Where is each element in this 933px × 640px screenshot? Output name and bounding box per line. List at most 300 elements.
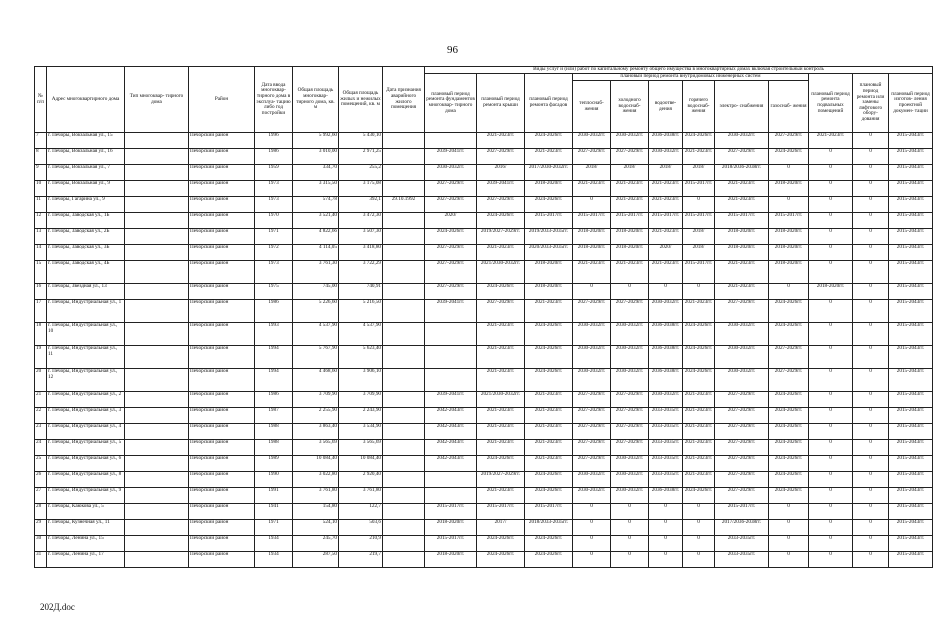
cell-elec: 2030-2032гг. xyxy=(715,346,769,369)
cell-heat: 2018-2020гг. xyxy=(573,245,611,261)
cell-elec: 2018-2020гг. xyxy=(715,229,769,245)
header-year: Дата ввода многоквар- тирного дома в эксплуа- тацию либо год постройки xyxy=(255,67,293,133)
cell-cold: 2030-2032гг. xyxy=(611,346,649,369)
cell-foundation: 2042-2043гг. xyxy=(425,440,477,456)
cell-living: 3 565,69 xyxy=(339,440,383,456)
cell-district: Печорский район xyxy=(189,424,255,440)
cell-heat: 0 xyxy=(573,197,611,213)
capital-repair-table xyxy=(34,66,933,568)
cell-sewer: 0 xyxy=(649,284,683,300)
cell-elevator: 0 xyxy=(853,197,889,213)
table-row xyxy=(35,346,933,369)
cell-gas: 2024-2026гг. xyxy=(769,456,809,472)
table-row xyxy=(35,133,933,149)
cell-roof: 2021-2023гг. xyxy=(477,245,525,261)
cell-heat: 0 xyxy=(573,520,611,536)
cell-emerg xyxy=(383,536,425,552)
cell-elec: 2015-2017гг. xyxy=(715,504,769,520)
header-facade: плановый период ремонта фасадов xyxy=(525,74,573,133)
cell-foundation: 2030-2032гг. xyxy=(425,165,477,181)
cell-emerg xyxy=(383,346,425,369)
cell-elevator: 0 xyxy=(853,165,889,181)
cell-elevator: 0 xyxy=(853,488,889,504)
header-main-group: Виды услуг и (или) работ по капитальному ремонту общего имущества в многоквартирных домах включая строительный контроль xyxy=(425,67,933,74)
cell-emerg xyxy=(383,488,425,504)
cell-hot: 0 xyxy=(683,284,715,300)
cell-sewer: 2021-2023гг. xyxy=(649,197,683,213)
cell-year: 1990 xyxy=(255,472,293,488)
cell-sewer: 2021-2023гг. xyxy=(649,261,683,284)
cell-docs: 2015-2043гг. xyxy=(889,440,933,456)
cell-basement: 0 xyxy=(809,369,853,392)
cell-type xyxy=(125,197,189,213)
cell-elevator: 0 xyxy=(853,149,889,165)
cell-district: Печорский район xyxy=(189,261,255,284)
cell-sewer: 2021-2023гг. xyxy=(649,229,683,245)
cell-roof: 2021/2030-2032гг. xyxy=(477,261,525,284)
cell-no: 19 xyxy=(35,346,47,369)
cell-gas: 2024-2026гг. xyxy=(769,323,809,346)
cell-year: 1959 xyxy=(255,165,293,181)
cell-no: 21 xyxy=(35,392,47,408)
cell-elec: 2015-2017гг. xyxy=(715,213,769,229)
cell-no: 11 xyxy=(35,197,47,213)
cell-total: 4 822,66 xyxy=(293,229,339,245)
cell-total: 745,00 xyxy=(293,284,339,300)
table-row xyxy=(35,284,933,300)
header-heat: теплоснаб- жения xyxy=(573,81,611,133)
cell-elevator: 0 xyxy=(853,552,889,568)
cell-heat: 0 xyxy=(573,284,611,300)
cell-district: Печорский район xyxy=(189,300,255,323)
cell-roof: 2015-2017гг. xyxy=(477,504,525,520)
cell-district: Печорский район xyxy=(189,552,255,568)
cell-foundation xyxy=(425,472,477,488)
cell-basement: 0 xyxy=(809,472,853,488)
cell-year: 1973 xyxy=(255,181,293,197)
cell-year: 1989 xyxy=(255,456,293,472)
cell-basement: 0 xyxy=(809,165,853,181)
cell-no: 25 xyxy=(35,456,47,472)
cell-elevator: 0 xyxy=(853,284,889,300)
cell-address: г. Печоры, Индустриальная ул., 11 xyxy=(47,346,125,369)
cell-elevator: 0 xyxy=(853,261,889,284)
cell-roof: 2024-2026гг. xyxy=(477,552,525,568)
cell-heat: 2030-2032гг. xyxy=(573,472,611,488)
cell-district: Печорский район xyxy=(189,536,255,552)
cell-sewer: 2033-2035гг. xyxy=(649,456,683,472)
cell-docs: 2015-2043гг. xyxy=(889,300,933,323)
header-address: Адрес многоквартирного дома xyxy=(47,67,125,133)
cell-living: 4 537,90 xyxy=(339,323,383,346)
cell-total: 3 521,40 xyxy=(293,213,339,229)
cell-year: 1991 xyxy=(255,488,293,504)
cell-gas: 0 xyxy=(769,284,809,300)
cell-elec: 2021-2023гг. xyxy=(715,261,769,284)
cell-no: 9 xyxy=(35,165,47,181)
cell-elevator: 0 xyxy=(853,424,889,440)
cell-facade: 2015-2017гг. xyxy=(525,213,573,229)
cell-docs: 2015-2043гг. xyxy=(889,369,933,392)
cell-living: 3 906,10 xyxy=(339,369,383,392)
cell-district: Печорский район xyxy=(189,488,255,504)
cell-emerg xyxy=(383,181,425,197)
table-row xyxy=(35,300,933,323)
cell-address: г. Печоры, Ленина ул., 17 xyxy=(47,552,125,568)
cell-basement: 0 xyxy=(809,520,853,536)
cell-hot: 2021-2023гг. xyxy=(683,300,715,323)
cell-docs: 2015-2043гг. xyxy=(889,346,933,369)
cell-living: 219,7 xyxy=(339,552,383,568)
cell-docs: 2015-2043гг. xyxy=(889,181,933,197)
cell-heat: 2030-2032гг. xyxy=(573,346,611,369)
cell-district: Печорский район xyxy=(189,440,255,456)
cell-docs: 2015-2043гг. xyxy=(889,520,933,536)
cell-gas: 2024-2026гг. xyxy=(769,424,809,440)
cell-type xyxy=(125,456,189,472)
cell-total: 3 022,80 xyxy=(293,472,339,488)
cell-basement: 0 xyxy=(809,323,853,346)
cell-basement: 2018-2020гг. xyxy=(809,284,853,300)
cell-facade: 2024-2026гг. xyxy=(525,133,573,149)
cell-year: 1993 xyxy=(255,323,293,346)
cell-heat: 2021-2023гг. xyxy=(573,261,611,284)
cell-living: 210,9 xyxy=(339,536,383,552)
cell-gas: 2027-2029гг. xyxy=(769,133,809,149)
cell-foundation: 2039-2041гг. xyxy=(425,392,477,408)
cell-roof: 2027-2029гг. xyxy=(477,300,525,323)
cell-sewer: 0 xyxy=(649,536,683,552)
cell-address: г. Печоры, Заводская ул., 4Б xyxy=(47,261,125,284)
cell-elevator: 0 xyxy=(853,408,889,424)
cell-docs: 2015-2043гг. xyxy=(889,323,933,346)
cell-living: 3 418,80 xyxy=(339,245,383,261)
cell-gas: 2024-2026гг. xyxy=(769,300,809,323)
header-elevator: плановый период ремонта или замены лифтового обору- дования xyxy=(853,74,889,133)
cell-address: г. Печоры, Заводская ул., 2Б xyxy=(47,229,125,245)
cell-heat: 2027-2029гг. xyxy=(573,440,611,456)
header-foundation: плановый период ремонта фундаментов многоквар- тирного дома xyxy=(425,74,477,133)
header-total-area: Общая площадь многоквар- тирного дома, кв. м xyxy=(293,67,339,133)
cell-basement: 0 xyxy=(809,346,853,369)
cell-year: 1971 xyxy=(255,520,293,536)
cell-total: 3 863,40 xyxy=(293,424,339,440)
cell-docs: 2015-2043гг. xyxy=(889,488,933,504)
cell-hot: 2018/ xyxy=(683,165,715,181)
cell-gas: 0 xyxy=(769,197,809,213)
table-row xyxy=(35,261,933,284)
cell-gas: 0 xyxy=(769,536,809,552)
cell-elevator: 0 xyxy=(853,181,889,197)
cell-roof: 2021-2023гг. xyxy=(477,323,525,346)
cell-no: 22 xyxy=(35,408,47,424)
cell-cold: 0 xyxy=(611,504,649,520)
cell-address: г. Печоры, Гагарина ул., 9 xyxy=(47,197,125,213)
cell-elevator: 0 xyxy=(853,392,889,408)
cell-foundation: 2015-2017гг. xyxy=(425,536,477,552)
cell-type xyxy=(125,440,189,456)
table-row xyxy=(35,213,933,229)
cell-total: 5 767,90 xyxy=(293,346,339,369)
cell-type xyxy=(125,300,189,323)
cell-address: г. Печоры, Заводская ул., 3Б xyxy=(47,245,125,261)
cell-cold: 2021-2023гг. xyxy=(611,261,649,284)
cell-emerg xyxy=(383,284,425,300)
cell-type xyxy=(125,213,189,229)
cell-no: 17 xyxy=(35,300,47,323)
cell-district: Печорский район xyxy=(189,369,255,392)
cell-no: 26 xyxy=(35,472,47,488)
cell-cold: 2030-2032гг. xyxy=(611,472,649,488)
cell-foundation xyxy=(425,133,477,149)
cell-gas: 2018-2020гг. xyxy=(769,181,809,197)
cell-foundation: 2027-2029гг. xyxy=(425,197,477,213)
cell-elec: 2033-2035гг. xyxy=(715,536,769,552)
cell-district: Печорский район xyxy=(189,520,255,536)
cell-gas: 2024-2026гг. xyxy=(769,149,809,165)
cell-elec: 2027-2029гг. xyxy=(715,488,769,504)
cell-heat: 2030-2032гг. xyxy=(573,369,611,392)
cell-facade: 2021-2023гг. xyxy=(525,149,573,165)
cell-roof: 2024-2026гг. xyxy=(477,456,525,472)
cell-year: 1987 xyxy=(255,408,293,424)
cell-living: 3 175,08 xyxy=(339,181,383,197)
cell-year: 1986 xyxy=(255,392,293,408)
cell-basement: 0 xyxy=(809,197,853,213)
table-row xyxy=(35,440,933,456)
table-row xyxy=(35,149,933,165)
cell-living: 255,2 xyxy=(339,165,383,181)
cell-address: г. Печоры, Вокзальная ул., 7 xyxy=(47,165,125,181)
cell-no: 16 xyxy=(35,284,47,300)
cell-elec: 2017/2036-2038гг. xyxy=(715,520,769,536)
cell-type xyxy=(125,181,189,197)
cell-hot: 2018/ xyxy=(683,245,715,261)
cell-total: 2 255,90 xyxy=(293,408,339,424)
cell-elevator: 0 xyxy=(853,536,889,552)
cell-hot: 2021-2023гг. xyxy=(683,424,715,440)
cell-docs: 2015-2043гг. xyxy=(889,504,933,520)
cell-no: 31 xyxy=(35,552,47,568)
cell-district: Печорский район xyxy=(189,229,255,245)
cell-elec: 2030-2032гг. xyxy=(715,323,769,346)
cell-no: 7 xyxy=(35,133,47,149)
cell-living: 3 761,80 xyxy=(339,488,383,504)
cell-cold: 2015-2017гг. xyxy=(611,213,649,229)
cell-heat: 2027-2029гг. xyxy=(573,408,611,424)
cell-elec: 2027-2029гг. xyxy=(715,472,769,488)
cell-foundation: 2042-2043гг. xyxy=(425,424,477,440)
cell-cold: 2018-2020гг. xyxy=(611,229,649,245)
cell-docs: 2015-2043гг. xyxy=(889,284,933,300)
cell-hot: 0 xyxy=(683,536,715,552)
cell-cold: 2030-2032гг. xyxy=(611,456,649,472)
cell-living: 5 430,10 xyxy=(339,133,383,149)
cell-cold: 2027-2029гг. xyxy=(611,392,649,408)
cell-emerg xyxy=(383,133,425,149)
cell-elec: 2021-2023гг. xyxy=(715,284,769,300)
cell-type xyxy=(125,346,189,369)
cell-district: Печорский район xyxy=(189,472,255,488)
header-systems-group: плановый период ремонта внутридомовых инженерных систем xyxy=(573,74,809,81)
cell-roof: 2019/2027-2029гг. xyxy=(477,229,525,245)
cell-emerg xyxy=(383,440,425,456)
cell-year: 1994 xyxy=(255,369,293,392)
cell-facade: 2018/2033-2035гг. xyxy=(525,520,573,536)
cell-gas: 2018-2020гг. xyxy=(769,245,809,261)
cell-emerg xyxy=(383,424,425,440)
cell-sewer: 2036-2038гг. xyxy=(649,346,683,369)
cell-year: 1934 xyxy=(255,552,293,568)
cell-total: 524,10 xyxy=(293,520,339,536)
cell-basement: 0 xyxy=(809,456,853,472)
cell-address: г. Печоры, Звездная ул., 13 xyxy=(47,284,125,300)
cell-total: 154,80 xyxy=(293,504,339,520)
cell-district: Печорский район xyxy=(189,346,255,369)
cell-year: 1934 xyxy=(255,536,293,552)
cell-foundation: 2042-2043гг. xyxy=(425,408,477,424)
cell-gas: 2018-2020гг. xyxy=(769,229,809,245)
cell-elec: 2021-2023гг. xyxy=(715,181,769,197)
cell-sewer: 2020/ xyxy=(649,245,683,261)
cell-hot: 2024-2026гг. xyxy=(683,133,715,149)
cell-address: г. Печоры, Индустриальная ул., 5 xyxy=(47,440,125,456)
cell-elevator: 0 xyxy=(853,245,889,261)
cell-no: 27 xyxy=(35,488,47,504)
cell-no: 15 xyxy=(35,261,47,284)
cell-basement: 0 xyxy=(809,229,853,245)
cell-foundation: 2027-2029гг. xyxy=(425,245,477,261)
cell-living: 740,91 xyxy=(339,284,383,300)
table-row xyxy=(35,536,933,552)
cell-roof: 2024-2026гг. xyxy=(477,213,525,229)
cell-no: 24 xyxy=(35,440,47,456)
cell-basement: 0 xyxy=(809,213,853,229)
cell-roof: 2021/2030-2032гг. xyxy=(477,392,525,408)
cell-docs: 2015-2043гг. xyxy=(889,213,933,229)
cell-type xyxy=(125,229,189,245)
cell-sewer: 0 xyxy=(649,552,683,568)
cell-elec: 2027-2029гг. xyxy=(715,300,769,323)
header-electric: электро- снабжения xyxy=(715,81,769,133)
cell-cold: 0 xyxy=(611,552,649,568)
cell-elec: 2030-2032гг. xyxy=(715,369,769,392)
page-number: 96 xyxy=(447,44,458,56)
table-row xyxy=(35,424,933,440)
cell-docs: 2015-2043гг. xyxy=(889,408,933,424)
cell-living: 392,1 xyxy=(339,197,383,213)
cell-heat: 2030-2032гг. xyxy=(573,488,611,504)
cell-address: г. Печоры, Индустриальная ул., 6 xyxy=(47,456,125,472)
cell-emerg xyxy=(383,392,425,408)
cell-type xyxy=(125,536,189,552)
cell-elec: 2018-2020гг. xyxy=(715,245,769,261)
cell-foundation xyxy=(425,488,477,504)
header-cold-water: холодного водоснаб- жения xyxy=(611,81,649,133)
cell-no: 20 xyxy=(35,369,47,392)
cell-docs: 2015-2043гг. xyxy=(889,392,933,408)
header-district: Район xyxy=(189,67,255,133)
cell-basement: 0 xyxy=(809,300,853,323)
table-row xyxy=(35,456,933,472)
cell-total: 3 761,30 xyxy=(293,261,339,284)
cell-roof: 2021-2023гг. xyxy=(477,133,525,149)
cell-elec: 2027-2029гг. xyxy=(715,408,769,424)
cell-docs: 2015-2043гг. xyxy=(889,197,933,213)
table-row xyxy=(35,197,933,213)
cell-year: 1994 xyxy=(255,346,293,369)
cell-address: г. Печоры, Вокзальная ул., 9 xyxy=(47,181,125,197)
cell-living: 3 507,30 xyxy=(339,229,383,245)
cell-year: 1986 xyxy=(255,300,293,323)
table-row xyxy=(35,504,933,520)
cell-basement: 0 xyxy=(809,504,853,520)
cell-roof: 2017/ xyxy=(477,520,525,536)
cell-hot: 2018/ xyxy=(683,229,715,245)
cell-sewer: 2033-2035гг. xyxy=(649,424,683,440)
cell-type xyxy=(125,392,189,408)
cell-address: г. Печоры, Вокзальная ул., 15 xyxy=(47,133,125,149)
cell-roof: 2021-2023гг. xyxy=(477,488,525,504)
cell-sewer: 2033-2035гг. xyxy=(649,472,683,488)
table-row xyxy=(35,245,933,261)
cell-no: 14 xyxy=(35,245,47,261)
cell-heat: 2027-2029гг. xyxy=(573,392,611,408)
cell-foundation: 2039-2041гг. xyxy=(425,300,477,323)
cell-foundation: 2042-2043гг. xyxy=(425,456,477,472)
cell-gas: 0 xyxy=(769,504,809,520)
cell-type xyxy=(125,552,189,568)
cell-gas: 2024-2026гг. xyxy=(769,488,809,504)
cell-living: 5 623,40 xyxy=(339,346,383,369)
cell-district: Печорский район xyxy=(189,213,255,229)
cell-cold: 2027-2029гг. xyxy=(611,440,649,456)
header-no: № п/п xyxy=(35,67,47,133)
cell-facade: 2024-2026гг. xyxy=(525,536,573,552)
cell-docs: 2015-2043гг. xyxy=(889,536,933,552)
cell-heat: 2021-2023гг. xyxy=(573,181,611,197)
cell-emerg xyxy=(383,504,425,520)
cell-elec: 2030-2032гг. xyxy=(715,133,769,149)
cell-facade: 2019/2033-2035гг. xyxy=(525,229,573,245)
table-row xyxy=(35,369,933,392)
cell-roof: 2024-2026гг. xyxy=(477,536,525,552)
cell-no: 18 xyxy=(35,323,47,346)
table-row xyxy=(35,229,933,245)
cell-district: Печорский район xyxy=(189,408,255,424)
cell-year: 1973 xyxy=(255,197,293,213)
cell-district: Печорский район xyxy=(189,323,255,346)
cell-elec: 2018/2036-2038гг. xyxy=(715,165,769,181)
cell-total: 10 084,40 xyxy=(293,456,339,472)
cell-heat: 0 xyxy=(573,504,611,520)
cell-facade: 2018-2020гг. xyxy=(525,261,573,284)
cell-heat: 0 xyxy=(573,552,611,568)
cell-year: 1986 xyxy=(255,149,293,165)
cell-cold: 2018/ xyxy=(611,165,649,181)
cell-total: 3 010,00 xyxy=(293,149,339,165)
cell-basement: 0 xyxy=(809,536,853,552)
cell-hot: 0 xyxy=(683,552,715,568)
cell-sewer: 0 xyxy=(649,520,683,536)
cell-facade: 2018-2020гг. xyxy=(525,284,573,300)
cell-heat: 2027-2029гг. xyxy=(573,149,611,165)
cell-heat: 2015-2017гг. xyxy=(573,213,611,229)
cell-heat: 2030-2032гг. xyxy=(573,133,611,149)
cell-no: 29 xyxy=(35,520,47,536)
table-row xyxy=(35,323,933,346)
cell-hot: 2024-2026гг. xyxy=(683,488,715,504)
